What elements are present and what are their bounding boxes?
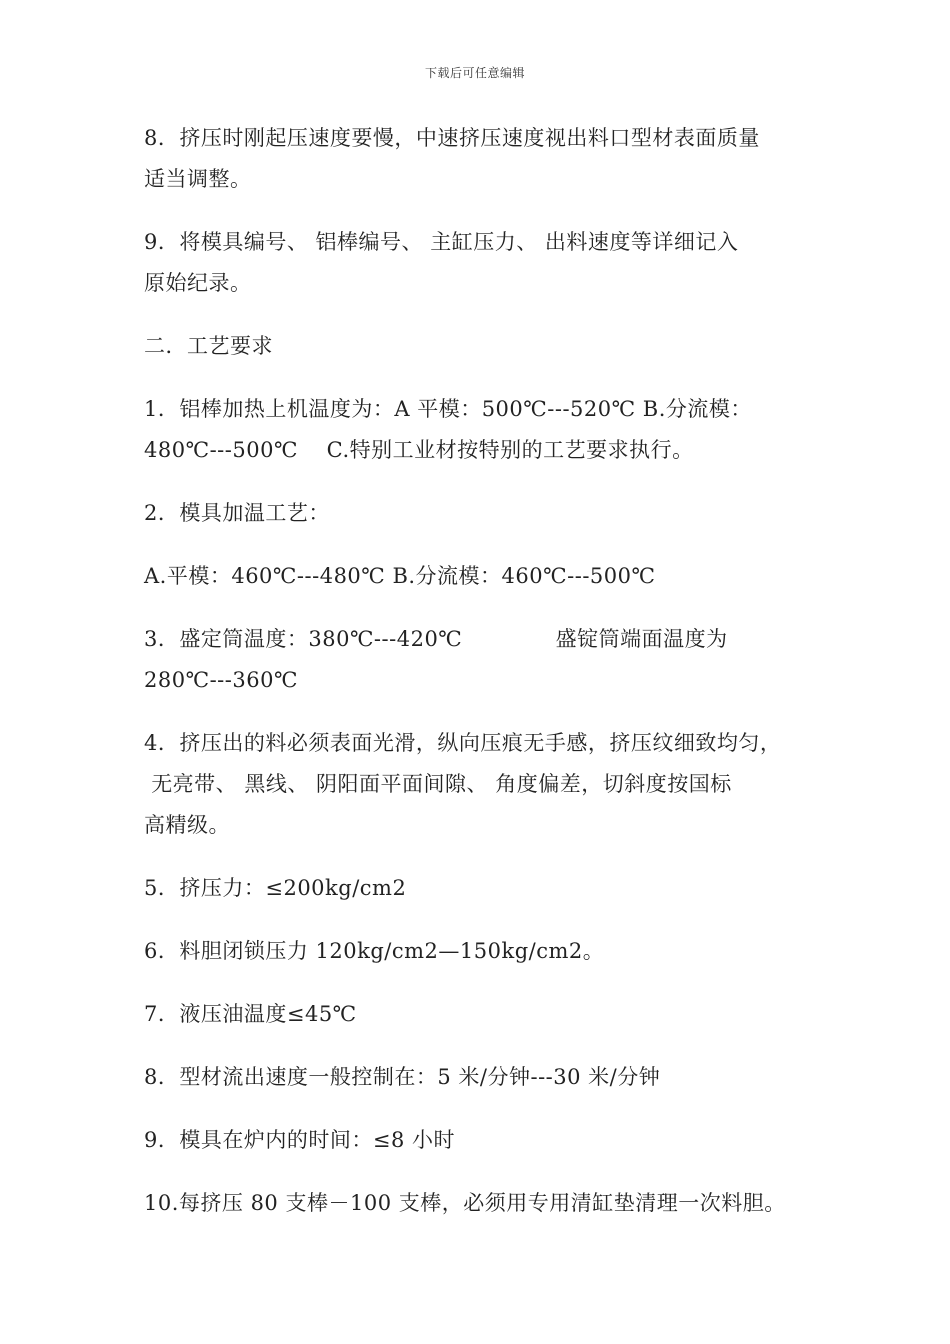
paragraph-surface-quality [144, 723, 824, 846]
paragraph-billet-temperature [144, 389, 824, 471]
paragraph-die-heating [144, 493, 824, 534]
document-body [144, 118, 824, 1246]
paragraph-profile-exit-speed [144, 1057, 824, 1098]
section-heading-process-requirements [144, 326, 824, 367]
text-line: 无亮带、 黑线、 阴阳面平面间隙、 角度偏差，切斜度按国标 [144, 772, 732, 796]
text-line: 4．挤压出的料必须表面光滑，纵向压痕无手感，挤压纹细致均匀， [144, 731, 782, 755]
paragraph-container-temperature [144, 619, 824, 701]
text-line: 8．挤压时刚起压速度要慢，中速挤压速度视出料口型材表面质量 [144, 126, 760, 150]
paragraph-locking-pressure [144, 931, 824, 972]
paragraph-extrusion-pressure [144, 868, 824, 909]
text-line: 3．盛定筒温度：380℃---420℃ 盛锭筒端面温度为 [144, 627, 728, 651]
text-line: 7．液压油温度≤45℃ [144, 1002, 357, 1026]
text-line: 480℃---500℃ C.特别工业材按特别的工艺要求执行。 [144, 438, 694, 462]
text-line: 适当调整。 [144, 167, 252, 191]
text-line: 5．挤压力：≤200kg/cm2 [144, 876, 407, 900]
page-header: 下载后可任意编辑 [424, 66, 525, 80]
paragraph-hydraulic-oil-temperature [144, 994, 824, 1035]
paragraph-container-cleaning [144, 1183, 824, 1224]
paragraph-die-temperatures [144, 556, 824, 597]
text-line: A.平模：460℃---480℃ B.分流模：460℃---500℃ [144, 564, 656, 588]
text-line: 1．铝棒加热上机温度为：A 平模：500℃---520℃ B.分流模： [144, 397, 752, 421]
paragraph-record-keeping [144, 222, 824, 304]
paragraph-extrusion-speed [144, 118, 824, 200]
text-line: 6．料胆闭锁压力 120kg/cm2—150kg/cm2。 [144, 939, 605, 963]
text-line: 10.每挤压 80 支棒－100 支棒，必须用专用清缸垫清理一次料胆。 [144, 1191, 786, 1215]
text-line: 2．模具加温工艺： [144, 501, 330, 525]
text-line: 9．模具在炉内的时间：≤8 小时 [144, 1128, 455, 1152]
paragraph-die-furnace-time [144, 1120, 824, 1161]
text-line: 8．型材流出速度一般控制在：5 米/分钟---30 米/分钟 [144, 1065, 661, 1089]
text-line: 9．将模具编号、 铝棒编号、 主缸压力、 出料速度等详细记入 [144, 230, 739, 254]
text-line: 二．工艺要求 [144, 334, 273, 358]
text-line: 280℃---360℃ [144, 668, 298, 692]
text-line: 原始纪录。 [144, 271, 252, 295]
text-line: 高精级。 [144, 813, 230, 837]
